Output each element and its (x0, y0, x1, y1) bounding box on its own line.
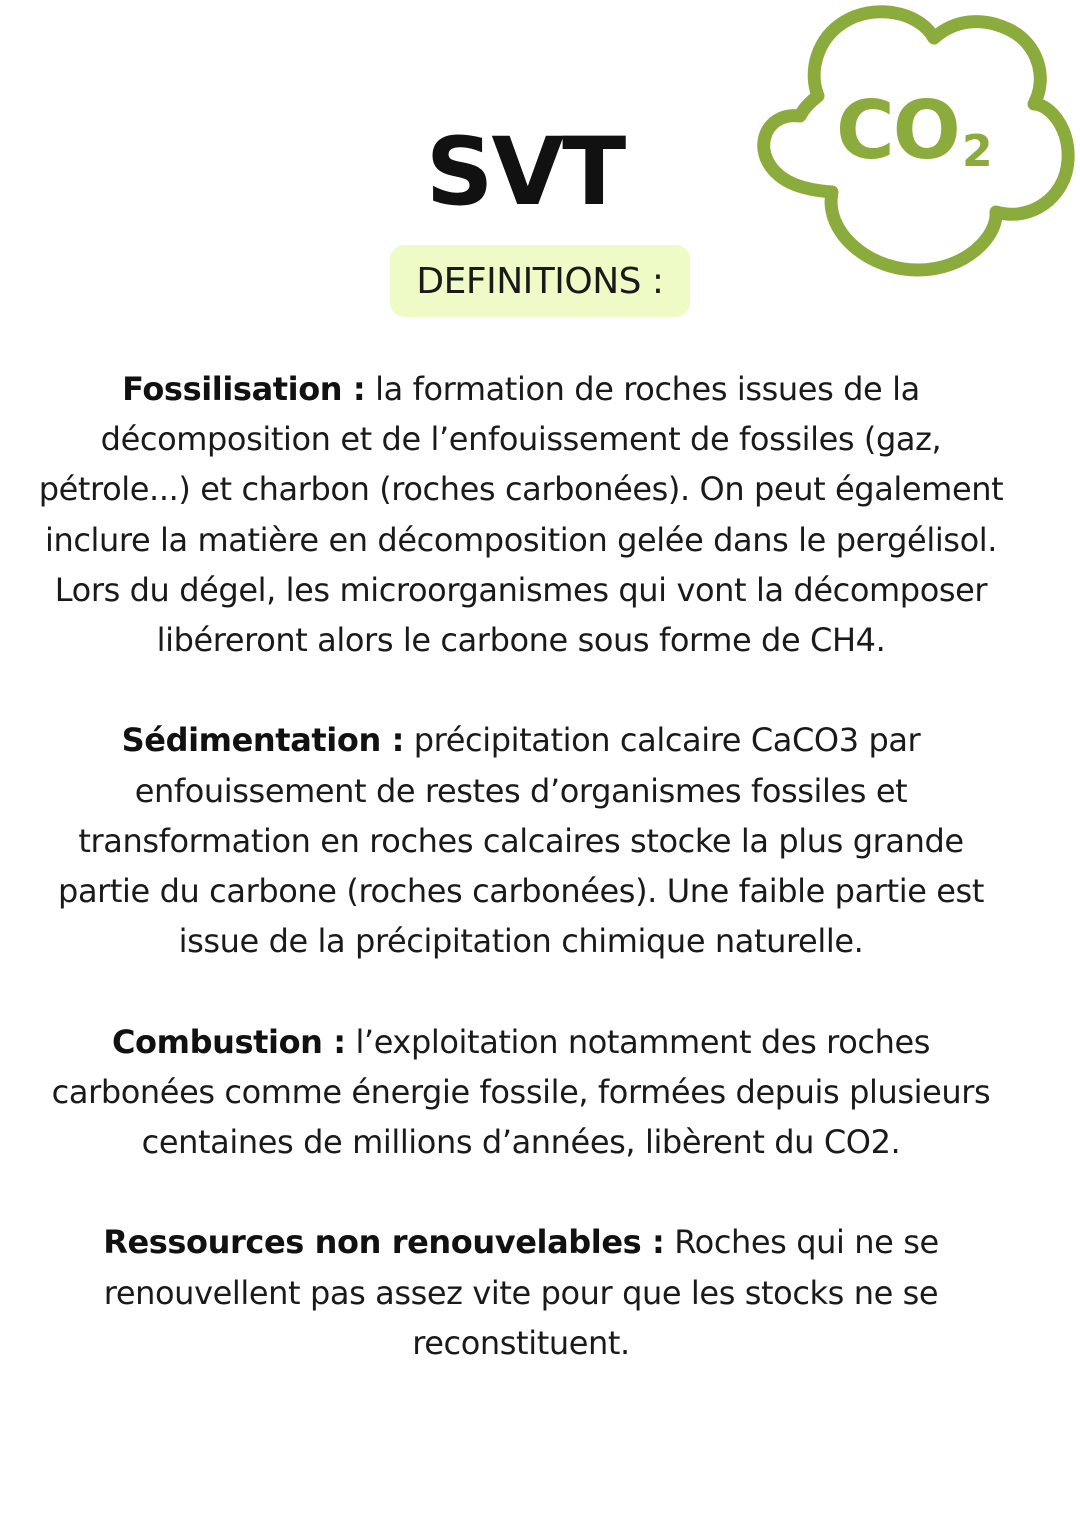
page-title: SVT (425, 118, 625, 227)
definition-term: Fossilisation : (122, 370, 366, 408)
definition-term: Ressources non renouvelables : (103, 1223, 665, 1262)
definition-term: Combustion : (111, 1022, 346, 1061)
co2-label: CO (836, 84, 959, 177)
definition-combustion (36, 1017, 1006, 1168)
definition-text: la formation de roches issues de la décomposition et de l’enfouissement de fossiles (gaz, pétrole...) et charbon (roches carbonées). On peut également inclure la matière en décomposition gelée dans le pergélisol. Lors du dégel, les microorganismes qui vont la décomposer libéreront alors le carbone sous forme de CH4. (38, 370, 1004, 660)
definition-text: Roches qui ne se renouvellent pas assez vite pour que les stocks ne se reconstituent. (103, 1223, 939, 1362)
definition-ressources-non-renouvelables (36, 1217, 1006, 1368)
definition-sedimentation (36, 715, 1006, 966)
definition-text: l’exploitation notamment des roches carbonées comme énergie fossile, formées depuis plusieurs centaines de millions d’années, libèrent du CO2. (51, 1022, 991, 1162)
definitions-list (36, 364, 1006, 1418)
definition-term: Sédimentation : (121, 721, 404, 760)
definition-text: précipitation calcaire CaCO3 par enfouissement de restes d’organismes fossiles et transformation en roches calcaires stocke la plus grande partie du carbone (roches carbonées). Une faible partie est issue de la précipitation chimique naturelle. (58, 721, 984, 961)
definitions-heading: DEFINITIONS : (390, 245, 690, 317)
co2-subscript: 2 (962, 126, 993, 177)
definition-fossilisation (36, 364, 1006, 665)
